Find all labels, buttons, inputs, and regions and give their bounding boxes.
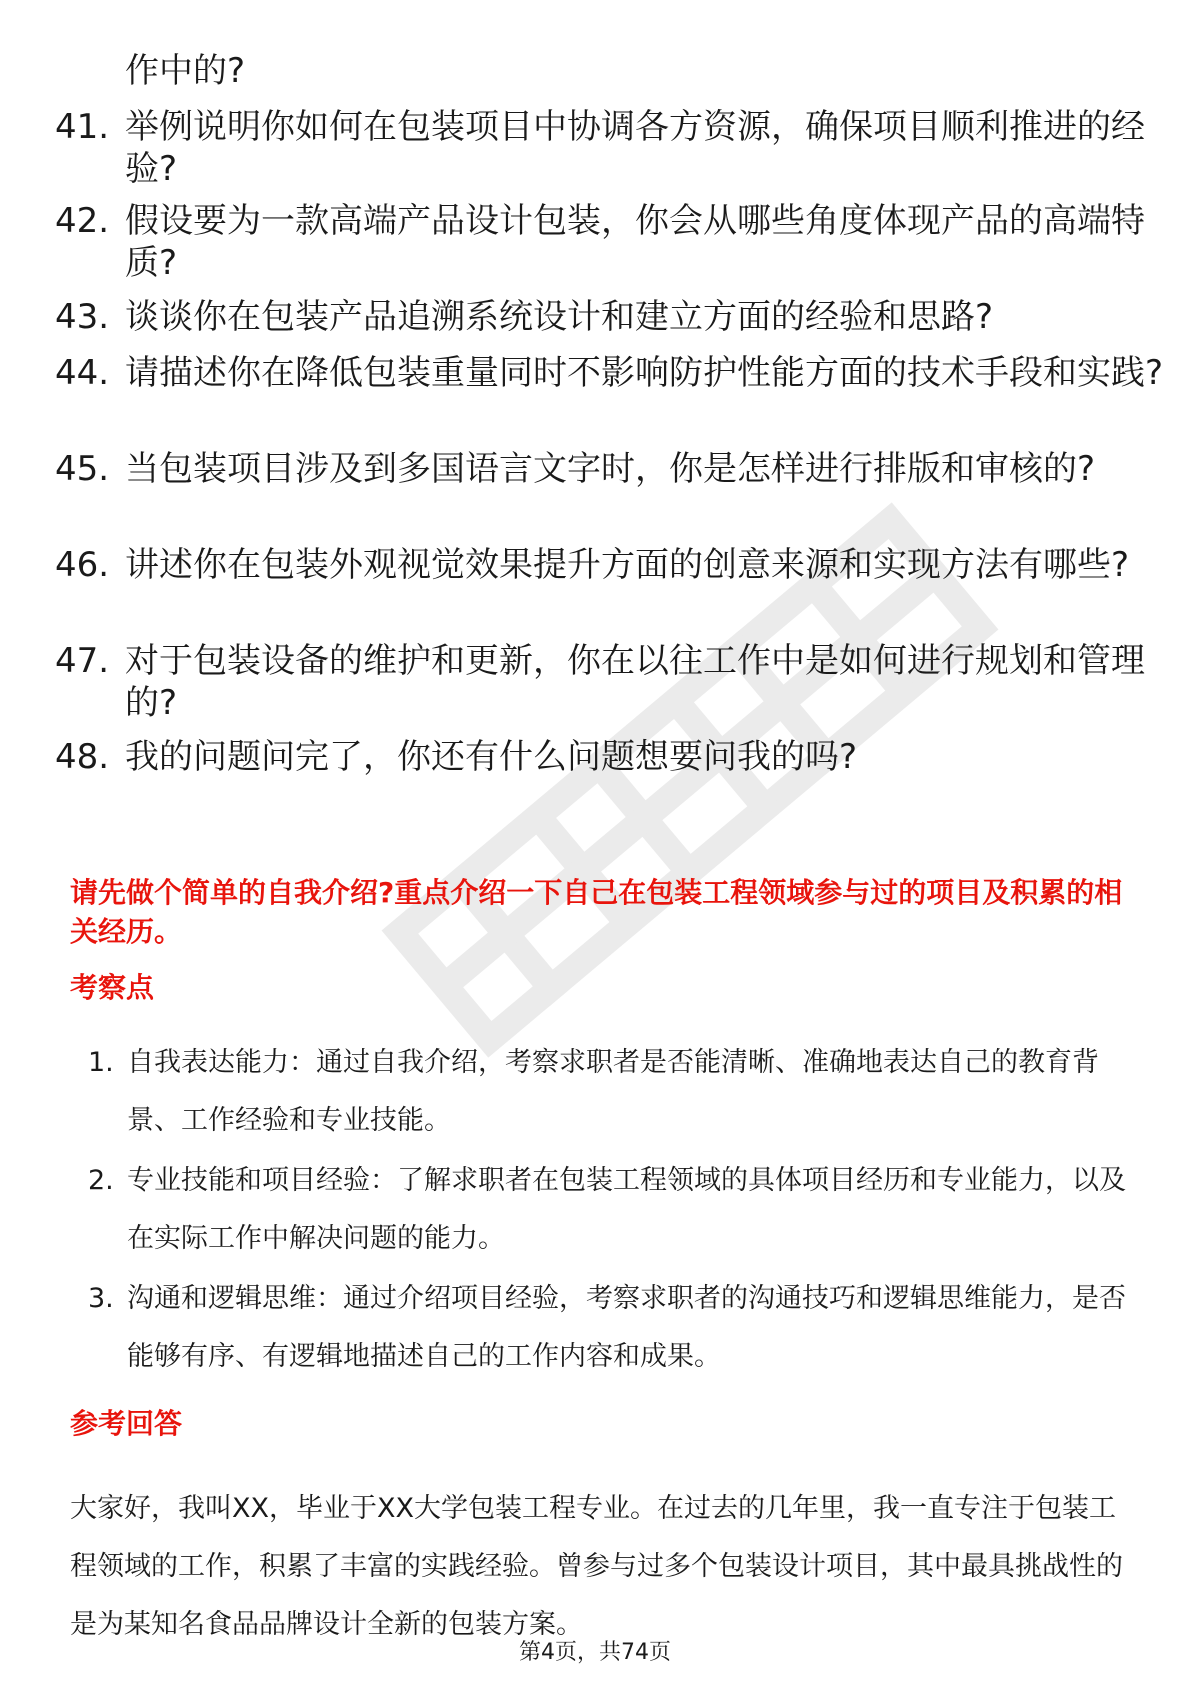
- question-number: 47.: [55, 641, 110, 681]
- point-text: 沟通和逻辑思维：通过介绍项目经验，考察求职者的沟通技巧和逻辑思维能力，是否能够有序、有逻辑地描述自己的工作内容和成果。: [127, 1283, 1126, 1372]
- question-text: 请描述你在降低包装重量同时不影响防护性能方面的技术手段和实践?: [125, 353, 1164, 393]
- point-number: 3.: [88, 1283, 114, 1314]
- reference-answer-heading: 参考回答: [70, 1407, 183, 1440]
- page-footer: 第4页，共74页: [519, 1640, 671, 1665]
- question-number: 44.: [55, 353, 110, 393]
- reference-answer-text: 大家好，我叫XX，毕业于XX大学包装工程专业。在过去的几年里，我一直专注于包装工程领域的工作，积累了丰富的实践经验。曾参与过多个包装设计项目，其中最具挑战性的是为某知名食品品牌设计全新的包装方案。: [70, 1493, 1123, 1640]
- point-number: 2.: [88, 1165, 114, 1196]
- question-number: 43.: [55, 297, 110, 337]
- point-number: 1.: [88, 1047, 114, 1078]
- question-number: 46.: [55, 545, 110, 585]
- question-text: 我的问题问完了，你还有什么问题想要问我的吗?: [125, 737, 858, 777]
- question-text: 讲述你在包装外观视觉效果提升方面的创意来源和实现方法有哪些?: [125, 545, 1130, 585]
- question-text: 当包装项目涉及到多国语言文字时，你是怎样进行排版和审核的?: [125, 449, 1096, 489]
- question-number: 45.: [55, 449, 110, 489]
- question-number: 41.: [55, 107, 110, 147]
- watermark-stamp-graphic: [330, 420, 1050, 1140]
- examine-points-heading: 考察点: [70, 971, 155, 1004]
- question-number: 48.: [55, 737, 110, 777]
- question-continuation: 作中的?: [125, 51, 246, 91]
- question-text: 对于包装设备的维护和更新，你在以往工作中是如何进行规划和管理的?: [125, 641, 1145, 723]
- point-text: 专业技能和项目经验：了解求职者在包装工程领域的具体项目经历和专业能力，以及在实际工作中解决问题的能力。: [127, 1165, 1126, 1254]
- point-text: 自我表达能力：通过自我介绍，考察求职者是否能清晰、准确地表达自己的教育背景、工作经验和专业技能。: [127, 1047, 1099, 1136]
- question-text: 谈谈你在包装产品追溯系统设计和建立方面的经验和思路?: [125, 297, 994, 337]
- featured-question-heading: 请先做个简单的自我介绍?重点介绍一下自己在包装工程领域参与过的项目及积累的相关经历。: [70, 876, 1123, 948]
- question-number: 42.: [55, 201, 110, 241]
- question-text: 举例说明你如何在包装项目中协调各方资源，确保项目顺利推进的经验?: [125, 107, 1145, 189]
- question-text: 假设要为一款高端产品设计包装，你会从哪些角度体现产品的高端特质?: [125, 201, 1145, 283]
